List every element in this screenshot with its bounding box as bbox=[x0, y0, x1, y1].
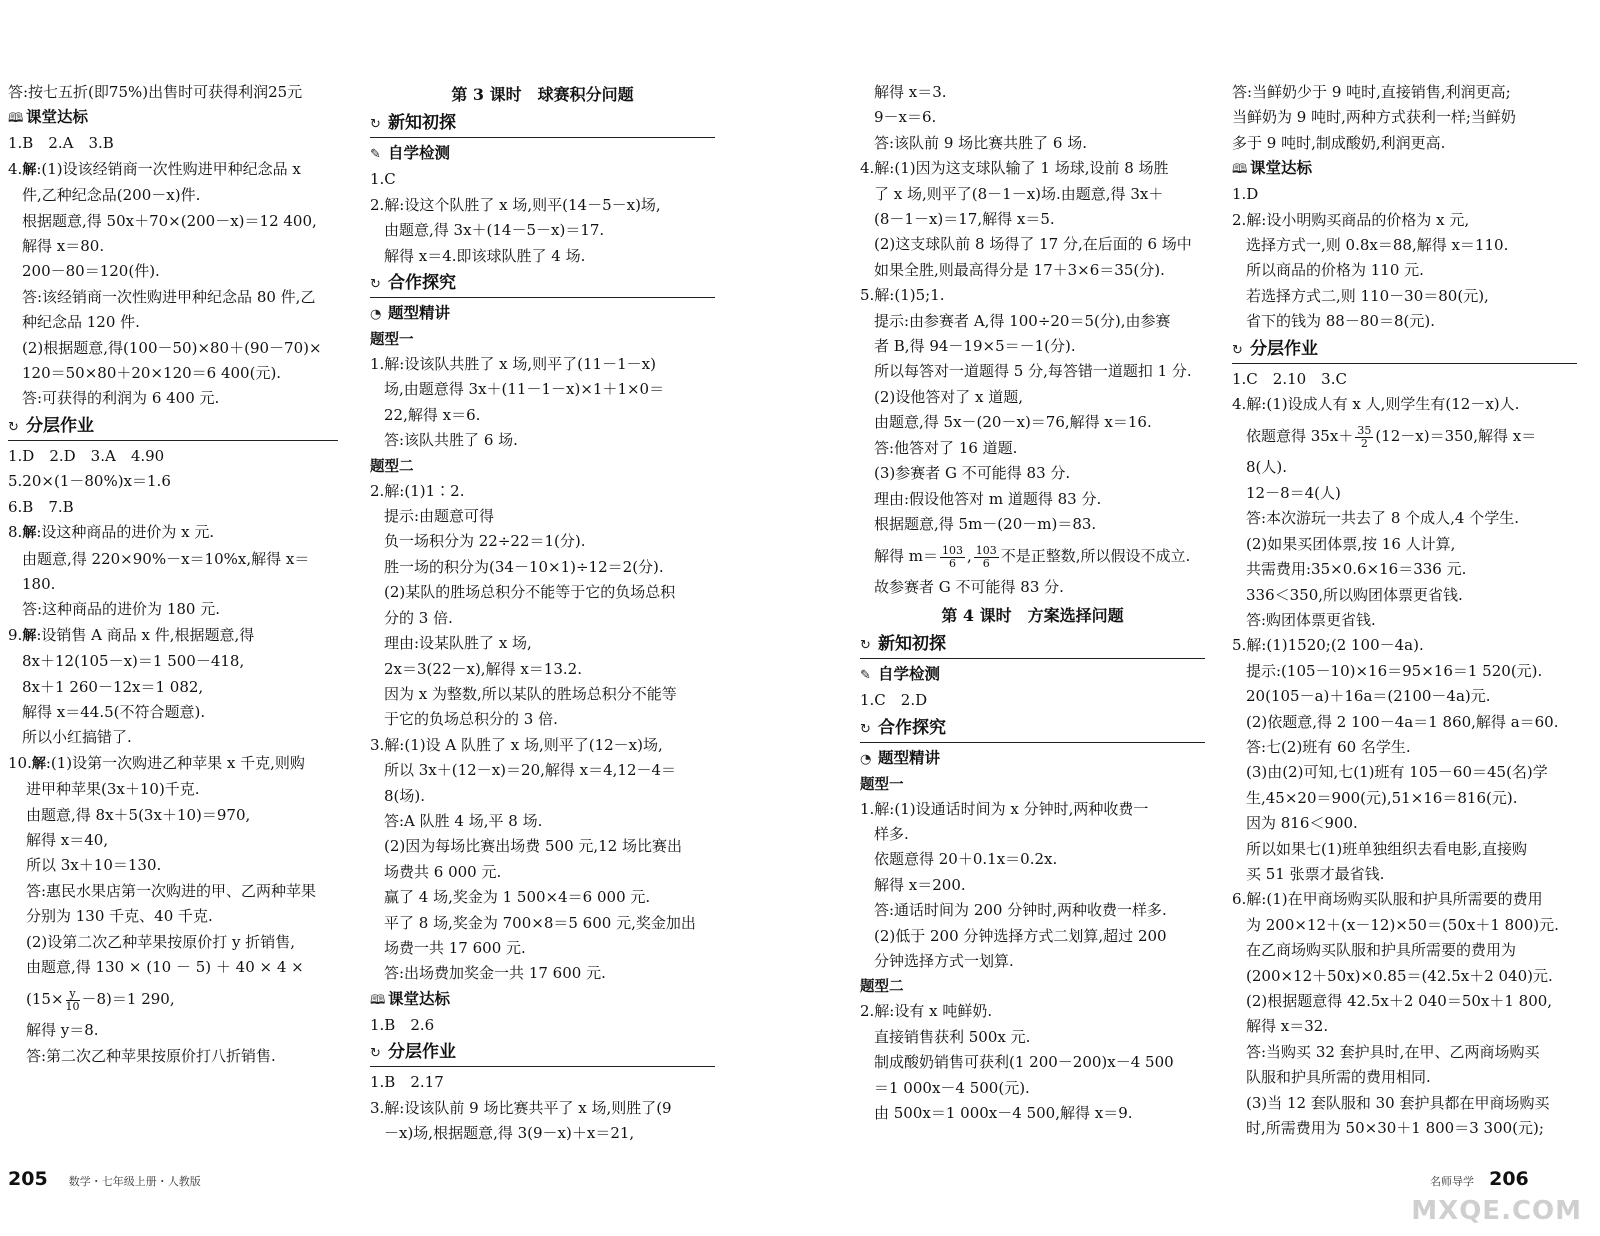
text-line: 1.C 2.D bbox=[860, 691, 928, 710]
text-line: 8.解:设这种商品的进价为 x 元. bbox=[8, 523, 215, 542]
text-line: 2x＝3(22－x),解得 x＝13.2. bbox=[384, 659, 582, 678]
section-heading-hezuo: ↻ 合作探究 bbox=[860, 716, 1205, 743]
text-line: 共需费用:35×0.6×16＝336 元. bbox=[1246, 560, 1467, 579]
watermark: MXQE.COM bbox=[1411, 1196, 1582, 1226]
text-line: 解得 x＝200. bbox=[874, 875, 966, 894]
fraction: $\frac{y}{10}$ bbox=[65, 986, 80, 1013]
text-line: 分钟选择方式一划算. bbox=[874, 951, 1014, 970]
subheading-type-2: 题型二 bbox=[860, 978, 904, 996]
text-line: 分的 3 倍. bbox=[384, 608, 453, 627]
text-line: 提示:由参赛者 A,得 100÷20＝5(分),由参赛 bbox=[874, 311, 1171, 330]
text-line: 答:该队前 9 场比赛共胜了 6 场. bbox=[874, 133, 1087, 152]
text-line: (3)由(2)可知,七(1)班有 105－60＝45(名)学 bbox=[1246, 763, 1548, 782]
text-line: (2)低于 200 分钟选择方式二划算,超过 200 bbox=[874, 926, 1167, 945]
tag-icon: ↻ bbox=[8, 419, 19, 435]
text-line: 答:该队共胜了 6 场. bbox=[384, 431, 518, 450]
text-line: 2.解:设小明购买商品的价格为 x 元, bbox=[1232, 210, 1470, 229]
text-line: 9.解:设销售 A 商品 x 件,根据题意,得 bbox=[8, 625, 255, 644]
section-heading-ketang: 🕮 课堂达标 bbox=[370, 987, 715, 1013]
text-line: 理由:假设他答对 m 道题得 83 分. bbox=[874, 489, 1102, 508]
fraction: $\frac{103}{6}$ bbox=[942, 543, 963, 570]
pencil-icon: ✎ bbox=[370, 147, 381, 163]
section-heading-hezuo: ↻ 合作探究 bbox=[370, 271, 715, 298]
text-line: (2)设第二次乙种苹果按原价打 y 折销售, bbox=[26, 932, 296, 951]
text-line: 1.C 2.10 3.C bbox=[1232, 369, 1347, 388]
text-line: 解得 x＝80. bbox=[22, 237, 105, 256]
text-line: 进甲种苹果(3x＋10)千克. bbox=[26, 780, 200, 799]
text-line: 2.解:设有 x 吨鲜奶. bbox=[860, 1002, 993, 1021]
section-heading-xinzhi: ↻ 新知初探 bbox=[860, 632, 1205, 659]
target-icon: ◔ bbox=[860, 751, 872, 767]
text-line: 为 200×12＋(x－12)×50＝(50x＋1 800)元. bbox=[1246, 915, 1559, 934]
text-line: 者 B,得 94－19×5＝－1(分). bbox=[874, 337, 1076, 356]
pencil-icon: ✎ bbox=[860, 668, 871, 684]
text-line: (3)参赛者 G 不可能得 83 分. bbox=[874, 464, 1071, 483]
text-line: 答:可获得的利润为 6 400 元. bbox=[22, 389, 220, 408]
text-line: 1.解:(1)设通话时间为 x 分钟时,两种收费一 bbox=[860, 799, 1149, 818]
text-line: 1.B 2.6 bbox=[370, 1015, 435, 1034]
text-line: 1.B 2.17 bbox=[370, 1073, 444, 1092]
text-line: 答:A 队胜 4 场,平 8 场. bbox=[384, 811, 543, 830]
text-line: 120＝50×80＋20×120＝6 400(元). bbox=[22, 364, 282, 383]
text-line: 5.解:(1)1520;(2 100－4a). bbox=[1232, 636, 1424, 655]
text-line: 8(人). bbox=[1246, 458, 1288, 477]
target-icon: ◔ bbox=[370, 307, 382, 323]
text-line: (2)因为每场比赛出场费 500 元,12 场比赛出 bbox=[384, 837, 683, 856]
text-line: 制成酸奶销售可获利(1 200－200)x－4 500 bbox=[874, 1053, 1174, 1072]
text-line: 4.解:(1)设该经销商一次性购进甲种纪念品 x bbox=[8, 159, 301, 178]
text-line: 答:按七五折(即75%)出售时可获得利润25元 bbox=[8, 83, 303, 101]
text-line: 所以如果七(1)班单独组织去看电影,直接购 bbox=[1246, 839, 1528, 858]
text-line: 赢了 4 场,奖金为 1 500×4＝6 000 元. bbox=[384, 888, 651, 907]
text-line: 答:购团体票更省钱. bbox=[1246, 610, 1376, 629]
text-line: 答:他答对了 16 道题. bbox=[874, 438, 1018, 457]
text-line: 提示:(105－10)×16＝95×16＝1 520(元). bbox=[1246, 661, 1543, 680]
tag-icon: ↻ bbox=[370, 1046, 381, 1062]
text-line: 所以商品的价格为 110 元. bbox=[1246, 261, 1424, 280]
text-line: (2)某队的胜场总积分不能等于它的负场总积 bbox=[384, 583, 676, 602]
book-icon: 🕮 bbox=[8, 111, 24, 127]
lesson-title-3: 第 3 课时 球赛积分问题 bbox=[451, 85, 634, 104]
formula-line: 解得 m＝ $\frac{103}{6}$ , $\frac{103}{6}$ 不是正整数,所以假设不成立. bbox=[874, 543, 1191, 570]
text-line: 平了 8 场,奖金为 700×8＝5 600 元,奖金加出 bbox=[384, 913, 696, 932]
text-line: 8(场). bbox=[384, 786, 426, 805]
tag-icon: ↻ bbox=[370, 277, 381, 293]
text-line: 答:当鲜奶少于 9 吨时,直接销售,利润更高; bbox=[1232, 83, 1511, 101]
text-line: 答:通话时间为 200 分钟时,两种收费一样多. bbox=[874, 901, 1167, 920]
text-line: 6.B 7.B bbox=[8, 497, 74, 516]
page-number-right: 206 bbox=[1489, 1168, 1529, 1190]
book-icon: 🕮 bbox=[1232, 162, 1248, 178]
column-4 bbox=[1232, 80, 1577, 1141]
section-heading-tixing: ◔ 题型精讲 bbox=[370, 301, 715, 327]
text-line: 解得 x＝40, bbox=[26, 830, 109, 849]
text-line: 了 x 场,则平了(8－1－x)场.由题意,得 3x＋ bbox=[874, 184, 1164, 203]
text-line: 依题意得 20＋0.1x＝0.2x. bbox=[874, 850, 1058, 869]
fraction: $\frac{35}{2}$ bbox=[1357, 423, 1372, 450]
text-line: 2.解:(1)1∶2. bbox=[370, 481, 465, 500]
book-label: 数学・七年级上册・人教版 bbox=[68, 1175, 201, 1188]
text-line: 5.解:(1)5;1. bbox=[860, 286, 945, 305]
formula-line: (15× $\frac{y}{10}$ －8)＝1 290, bbox=[26, 986, 175, 1013]
text-line: 根据题意,得 5m－(20－m)＝83. bbox=[874, 514, 1097, 533]
section-heading-ketang: 🕮 课堂达标 bbox=[1232, 156, 1577, 182]
text-line: 10.解:(1)设第一次购进乙种苹果 x 千克,则购 bbox=[8, 753, 305, 772]
text-line: 生,45×20＝900(元),51×16＝816(元). bbox=[1246, 788, 1518, 807]
text-line: 4.解:(1)设成人有 x 人,则学生有(12－x)人. bbox=[1232, 395, 1520, 414]
text-line: 解得 y＝8. bbox=[26, 1021, 99, 1040]
fraction: $\frac{103}{6}$ bbox=[975, 543, 997, 570]
text-line: 答:这种商品的进价为 180 元. bbox=[22, 600, 220, 619]
text-line: 时,所需费用为 50×30＋1 800＝3 300(元); bbox=[1246, 1119, 1544, 1138]
text-line: 分别为 130 千克、40 千克. bbox=[26, 907, 213, 926]
text-line: (200×12＋50x)×0.85＝(42.5x＋2 040)元. bbox=[1246, 966, 1553, 985]
text-line: 若选择方式二,则 110－30＝80(元), bbox=[1246, 286, 1489, 305]
section-heading-fenceng: ↻ 分层作业 bbox=[8, 414, 338, 441]
text-line: 1.解:设该队共胜了 x 场,则平了(11－1－x) bbox=[370, 355, 656, 374]
text-line: 6.解:(1)在甲商场购买队服和护具所需要的费用 bbox=[1232, 890, 1543, 909]
text-line: (2)如果买团体票,按 16 人计算, bbox=[1246, 534, 1456, 553]
text-line: 省下的钱为 88－80＝8(元). bbox=[1246, 312, 1435, 331]
text-line: 由题意,得 130 × (10 － 5) ＋ 40 × 4 × bbox=[26, 958, 304, 976]
text-line: 200－80＝120(件). bbox=[22, 262, 160, 281]
text-line: 8x＋1 260－12x＝1 082, bbox=[22, 677, 204, 696]
text-line: 场费共 6 000 元. bbox=[384, 862, 502, 881]
text-line: (2)这支球队前 8 场得了 17 分,在后面的 6 场中 bbox=[874, 235, 1192, 254]
text-line: 所以每答对一道题得 5 分,每答错一道题扣 1 分. bbox=[874, 362, 1192, 381]
text-line: (2)设他答对了 x 道题, bbox=[874, 387, 1024, 406]
text-line: 1.B 2.A 3.B bbox=[8, 134, 114, 153]
text-line: 如果全胜,则最高得分是 17＋3×6＝35(分). bbox=[874, 260, 1165, 279]
text-line: (3)当 12 套队服和 30 套护具都在甲商场购买 bbox=[1246, 1093, 1550, 1112]
text-line: (2)依题意,得 2 100－4a＝1 860,解得 a＝60. bbox=[1246, 712, 1559, 731]
footer-left bbox=[8, 1168, 201, 1190]
formula-line: 依题意得 35x＋ $\frac{35}{2}$ (12－x)＝350,解得 x＝ bbox=[1246, 423, 1537, 450]
text-line: 场,由题意得 3x＋(11－1－x)×1＋1×0＝ bbox=[384, 380, 665, 399]
column-1 bbox=[8, 80, 338, 1069]
text-line: 336＜350,所以购团体票更省钱. bbox=[1246, 585, 1463, 604]
text-line: 由 500x＝1 000x－4 500,解得 x＝9. bbox=[874, 1104, 1133, 1122]
text-line: 答:出场费加奖金一共 17 600 元. bbox=[384, 964, 606, 983]
text-line: 所以 3x＋(12－x)＝20,解得 x＝4,12－4＝ bbox=[384, 761, 677, 780]
text-line: 于它的负场总积分的 3 倍. bbox=[384, 710, 558, 729]
column-2 bbox=[370, 80, 715, 1146]
text-line: (2)根据题意得 42.5x＋2 040＝50x＋1 800, bbox=[1246, 992, 1553, 1010]
text-line: (2)根据题意,得(100－50)×80＋(90－70)× bbox=[22, 338, 322, 357]
section-heading-zixue: ✎ 自学检测 bbox=[860, 662, 1205, 688]
text-line: 1.C bbox=[370, 170, 396, 189]
text-line: 解得 x＝32. bbox=[1246, 1017, 1329, 1036]
text-line: 买 51 张票才最省钱. bbox=[1246, 864, 1385, 883]
section-heading-zixue: ✎ 自学检测 bbox=[370, 141, 715, 167]
text-line: 1.D 2.D 3.A 4.90 bbox=[8, 446, 165, 465]
section-heading-fenceng: ↻ 分层作业 bbox=[370, 1040, 715, 1067]
text-line: 20(105－a)＋16a＝(2100－4a)元. bbox=[1246, 687, 1491, 706]
page-number-left: 205 bbox=[8, 1168, 48, 1190]
subheading-type-1: 题型一 bbox=[860, 775, 904, 793]
tag-icon: ↻ bbox=[370, 117, 381, 133]
text-line: 答:该经销商一次性购进甲种纪念品 80 件,乙 bbox=[22, 287, 316, 306]
subheading-type-1: 题型一 bbox=[370, 331, 414, 349]
text-line: 答:七(2)班有 60 名学生. bbox=[1246, 737, 1411, 756]
text-line: 负一场积分为 22÷22＝1(分). bbox=[384, 532, 586, 551]
text-line: 所以小红搞错了. bbox=[22, 728, 132, 747]
text-line: 种纪念品 120 件. bbox=[22, 313, 140, 332]
text-line: 由题意,得 220×90%－x＝10%x,解得 x＝ bbox=[22, 549, 310, 568]
text-line: 由题意,得 8x＋5(3x＋10)＝970, bbox=[26, 805, 251, 824]
text-line: 180. bbox=[22, 574, 56, 593]
section-heading-xinzhi: ↻ 新知初探 bbox=[370, 111, 715, 138]
text-line: 22,解得 x＝6. bbox=[384, 405, 481, 424]
tag-icon: ↻ bbox=[1232, 342, 1243, 358]
section-heading-fenceng: ↻ 分层作业 bbox=[1232, 337, 1577, 364]
text-line: ＝1 000x－4 500(元). bbox=[874, 1078, 1030, 1097]
tag-icon: ↻ bbox=[860, 721, 871, 737]
text-line: 3.解:(1)设 A 队胜了 x 场,则平了(12－x)场, bbox=[370, 735, 663, 754]
text-line: 故参赛者 G 不可能得 83 分. bbox=[874, 578, 1064, 597]
subheading-type-2: 题型二 bbox=[370, 457, 414, 475]
text-line: (8－1－x)＝17,解得 x＝5. bbox=[874, 210, 1055, 229]
lesson-title-4: 第 4 课时 方案选择问题 bbox=[941, 605, 1124, 625]
text-line: 提示:由题意可得 bbox=[384, 507, 495, 526]
text-line: 解得 x＝4.即该球队胜了 4 场. bbox=[384, 246, 586, 265]
text-line: 答:第二次乙种苹果按原价打八折销售. bbox=[26, 1046, 276, 1065]
text-line: 2.解:设这个队胜了 x 场,则平(14－5－x)场, bbox=[370, 195, 661, 214]
text-line: 由题意,得 5x－(20－x)＝76,解得 x＝16. bbox=[874, 413, 1152, 432]
text-line: 当鲜奶为 9 吨时,两种方式获利一样;当鲜奶 bbox=[1232, 108, 1516, 127]
text-line: 答:当购买 32 套护具时,在甲、乙两商场购买 bbox=[1246, 1042, 1540, 1061]
book-icon: 🕮 bbox=[370, 992, 386, 1008]
text-line: 胜一场的积分为(34－10×1)÷12＝2(分). bbox=[384, 557, 664, 576]
text-line: 9－x＝6. bbox=[874, 108, 937, 127]
text-line: 多于 9 吨时,制成酸奶,利润更高. bbox=[1232, 133, 1446, 152]
series-label: 名师导学 bbox=[1430, 1175, 1474, 1188]
text-line: 解得 x＝44.5(不符合题意). bbox=[22, 702, 206, 721]
text-line: 12－8＝4(人) bbox=[1246, 483, 1341, 502]
section-heading-ketang: 🕮 课堂达标 bbox=[8, 105, 338, 131]
text-line: 解得 x＝3. bbox=[874, 83, 947, 101]
text-line: 在乙商场购买队服和护具所需要的费用为 bbox=[1246, 941, 1517, 960]
text-line: 3.解:设该队前 9 场比赛共平了 x 场,则胜了(9 bbox=[370, 1098, 672, 1117]
text-line: 由题意,得 3x＋(14－5－x)＝17. bbox=[384, 221, 605, 240]
text-line: 样多. bbox=[874, 824, 909, 843]
text-line: 1.D bbox=[1232, 185, 1259, 204]
text-line: 所以 3x＋10＝130. bbox=[26, 856, 162, 875]
text-line: 答:惠民水果店第一次购进的甲、乙两种苹果 bbox=[26, 881, 317, 900]
text-line: 因为 816＜900. bbox=[1246, 814, 1358, 833]
text-line: 答:本次游玩一共去了 8 个成人,4 个学生. bbox=[1246, 509, 1519, 528]
column-3 bbox=[860, 80, 1205, 1126]
text-line: 件,乙种纪念品(200－x)件. bbox=[22, 186, 201, 205]
text-line: 5.20×(1－80%)x＝1.6 bbox=[8, 472, 171, 491]
text-line: －x)场,根据题意,得 3(9－x)＋x＝21, bbox=[384, 1124, 635, 1142]
text-line: 根据题意,得 50x＋70×(200－x)＝12 400, bbox=[22, 211, 317, 230]
text-line: 8x＋12(105－x)＝1 500－418, bbox=[22, 652, 245, 671]
tag-icon: ↻ bbox=[860, 638, 871, 654]
text-line: 4.解:(1)因为这支球队输了 1 场球,设前 8 场胜 bbox=[860, 159, 1169, 178]
text-line: 选择方式一,则 0.8x＝88,解得 x＝110. bbox=[1246, 236, 1509, 255]
text-line: 理由:设某队胜了 x 场, bbox=[384, 634, 532, 653]
footer-right bbox=[1430, 1168, 1529, 1190]
text-line: 场费一共 17 600 元. bbox=[384, 938, 526, 957]
text-line: 直接销售获利 500x 元. bbox=[874, 1027, 1031, 1046]
text-line: 队服和护具所需的费用相同. bbox=[1246, 1068, 1431, 1087]
text-line: 因为 x 为整数,所以某队的胜场总积分不能等 bbox=[384, 684, 677, 703]
section-heading-tixing: ◔ 题型精讲 bbox=[860, 746, 1205, 772]
